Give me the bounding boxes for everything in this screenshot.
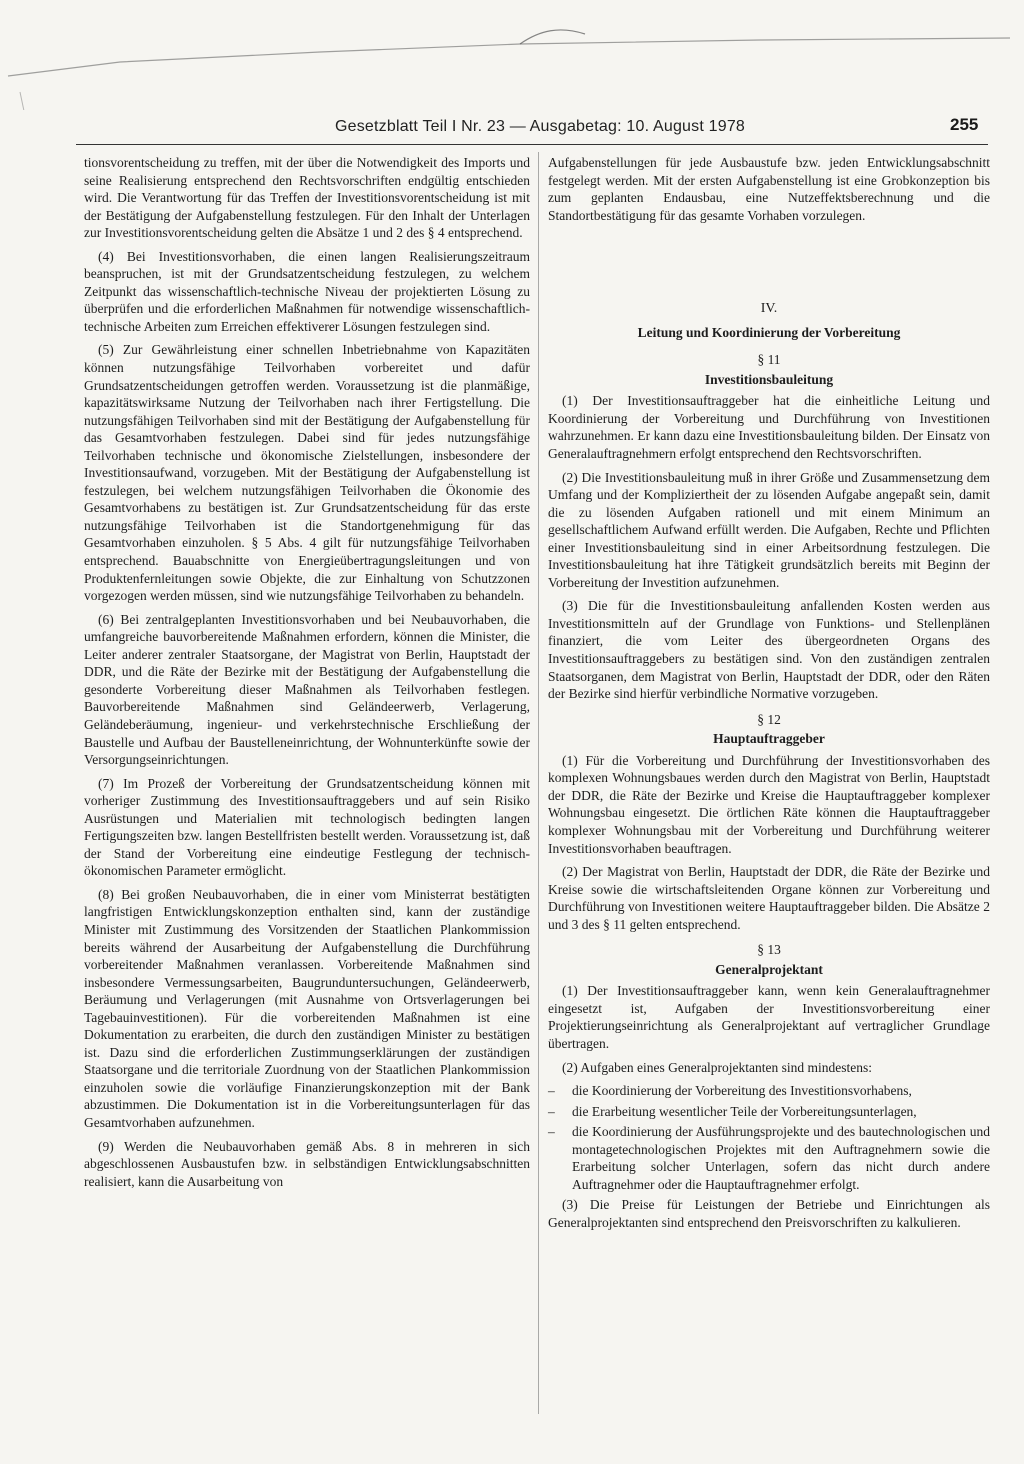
list-item-text: die Koordinierung der Vorbereitung des Investitionsvorhabens, <box>572 1083 912 1099</box>
section-11-paragraph-3: (3) Die für die Investitionsbauleitung anfallenden Kosten werden aus Investitionsmitteln auf der Grundlage von Funktions- und Stellenplänen finanziert, die vom Leiter des übergeordneten Organs des Investitionsauftraggebers zu bestätigen sind. Von den zuständigen zentralen Staatsorganen, dem Magistrat von Berlin, Hauptstadt der DDR, oder den Räten der Bezirke sind hierfür verbindliche Normative vorzugeben. <box>548 598 990 702</box>
part-number: IV. <box>760 301 778 317</box>
list-dash: – <box>548 1103 555 1119</box>
section-12-paragraph-1: (1) Für die Vorbereitung und Durchführung der Investitionsvorhaben des komplexen Wohnungsbaues werden durch den Magistrat von Berlin, Hauptstadt der DDR, die Räte der Bezirke und Kreise die Hauptauftraggeber komplexer Wohnungsbau eingesetzt. Die örtlichen Räte können die Hauptauftraggeber komplexer Wohnungsbau mit der Vorbereitung und Durchführung weiterer Investitionsvorhaben beauftragen. <box>548 752 990 856</box>
list-dash: – <box>548 1083 555 1099</box>
paragraph-9-continued: Aufgabenstellungen für jede Ausbaustufe bzw. jeden Entwicklungsabschnitt festgelegt werden. Mit der ersten Aufgabenstellung ist eine Grobkonzeption bis zum geplanten Endausbau, eine Nutzeffektsberechnung und die Standortbestätigung für das gesamte Vorhaben vorzulegen. <box>548 155 990 223</box>
list-item-text: die Koordinierung der Ausführungsprojekte und des bautechnologischen und montagetechnologischen Projektes mit den Auftragnehmern sowie die Erarbeitung solcher Unterlagen, sofern das nicht durch andere Auftragnehmer oder die Hauptauftragnehmer erfolgt. <box>572 1124 990 1192</box>
list-item <box>548 1082 990 1100</box>
list-item <box>548 1103 990 1121</box>
paragraph-4: (4) Bei Investitionsvorhaben, die einen langen Realisierungszeitraum beanspruchen, ist mit der Grundsatzentscheidung festzulegen, zu welchem Zeitpunkt das wissenschaftlich-technische Niveau der projektierten Lösung zu überprüfen und die erforderlichen Maßnahmen für notwendige wissenschaftlich-technische Arbeiten zum Erreichen effektiverer Lösungen festzulegen sind. <box>84 248 530 334</box>
left-column <box>84 154 530 1196</box>
right-column <box>548 154 990 1237</box>
section-11-title: Investitionsbauleitung <box>704 371 834 387</box>
section-13-title: Generalprojektant <box>715 961 823 977</box>
section-11-paragraph-2: (2) Die Investitionsbauleitung muß in ihrer Größe und Zusammensetzung dem Umfang und der Kompliziertheit der zu lösenden Aufgabe angepaßt sein, damit die zu lösenden Aufgaben rationell und mit einem Minimum an gesellschaftlichem Aufwand erfüllt werden. Die Aufgaben, Rechte und Pflichten einer Investitionsbauleitung sind in einer Arbeitsordnung festzulegen. Die Investitionsbauleitung hat ihre Tätigkeit grundsätzlich bereits mit Beginn der Vorbereitung der Investition aufzunehmen. <box>548 469 990 590</box>
paragraph-continued: tionsvorentscheidung zu treffen, mit der über die Notwendigkeit des Imports und seine Realisierung entsprechend den Rechtsvorschriften endgültig entschieden wird. Die Verantwortung für das Treffen der Investitionsvorentscheidung ist mit der Bestätigung der Aufgabenstellung festzulegen. Für den Inhalt der Unterlagen zur Investitionsvorentscheidung gelten die Absätze 1 und 2 des § 4 entsprechend. <box>84 155 530 241</box>
paragraph-5: (5) Zur Gewährleistung einer schnellen Inbetriebnahme von Kapazitäten können nutzungsfähige Teilvorhaben vorbereitet und dafür Grundsatzentscheidungen getroffen werden. Voraussetzung ist die planmäßige, kapazitätswirksame Nutzung der Teilvorhaben nach ihrer Fertigstellung. Die nutzungsfähigen Teilvorhaben sind mit der Bestätigung der Aufgabenstellung für das Gesamtvorhaben festzulegen. Dabei sind für jedes nutzungsfähige Teilvorhaben technische und ökonomische Zielstellungen, insbesondere der Investitionsaufwand, vorzugeben. Mit der Bestätigung der Aufgabenstellung ist festzulegen, bei welchem nutzungsfähigen Teilvorhaben die Ökonomie des Gesamtvorhabens zu bestätigen ist. Zur Grundsatzentscheidung für das erste nutzungsfähige Teilvorhaben ist die Standortgenehmigung für das Gesamtvorhaben einzuholen. § 5 Abs. 4 gilt für nutzungsfähige Teilvorhaben entsprechend. Bauabschnitte von Energieübertragungsleitungen und von Produktenfernleitungen sowie Objekte, die zur Einhaltung von Schutzzonen vorgezogen werden müssen, sind wie nutzungsfähige Teilvorhaben zu behandeln. <box>84 342 530 604</box>
column-divider <box>538 152 539 1414</box>
header-rule <box>76 144 988 145</box>
paragraph-8: (8) Bei großen Neubauvorhaben, die in einer vom Ministerrat bestätigten langfristigen Entwicklungskonzeption enthalten sind, kann der zuständige Minister mit Zustimmung des Vorsitzenden der Staatlichen Plankommission bereits während der Ausarbeitung der Aufgabenstellung die Durchführung vorbereitender Maßnahmen veranlassen. Vorbereitende Maßnahmen sind insbesondere Vermessungsarbeiten, Baugrunduntersuchungen, Geländeerwerb, Beräumung und Verlagerungen (mit Ausnahme von Ortsverlagerungen bei Tagebauinvestitionen). Für die vorbereitenden Maßnahmen ist eine Dokumentation zu erarbeiten, die durch den zuständigen Minister zu bestätigen ist. Dazu sind die erforderlichen Zustimmungserklärungen der zuständigen Staatsorgane und die territoriale Zuordnung von der Staatlichen Plankommission einzuholen sowie die vorläufige Finanzierungskonzeption mit der Bank abzustimmen. Die Dokumentation ist in die Vorbereitungsunterlagen für das Gesamtvorhaben aufzunehmen. <box>84 886 530 1130</box>
part-title: Leitung und Koordinierung der Vorbereitung <box>637 324 901 340</box>
section-12-title: Hauptauftraggeber <box>713 731 825 747</box>
section-11-number: § 11 <box>757 352 781 368</box>
paragraph-9: (9) Werden die Neubauvorhaben gemäß Abs. 8 in mehreren in sich abgeschlossenen Ausbaustufen bzw. in selbständigen Entwicklungsabschnitten realisiert, kann die Ausarbeitung von <box>84 1138 530 1189</box>
list-item-text: die Erarbeitung wesentlicher Teile der Vorbereitungsunterlagen, <box>572 1103 917 1119</box>
section-12-paragraph-2: (2) Der Magistrat von Berlin, Hauptstadt der DDR, die Räte der Bezirke und Kreise sowie die wirtschaftsleitenden Organe können zur Vorbereitung und Durchführung von Investitionen weitere Hauptauftraggeber bilden. Die Absätze 2 und 3 des § 11 gelten entsprechend. <box>548 864 990 932</box>
paragraph-7: (7) Im Prozeß der Vorbereitung der Grundsatzentscheidung können mit vorheriger Zustimmung des Investitionsauftraggebers und auf sein Risiko Ausrüstungen und Materialien mit technologisch bedingten langen Fertigungszeiten bzw. langen Bestellfristen bestellt werden. Voraussetzung ist, daß der Stand der Vorbereitung eine eindeutige Festlegung der technisch-ökonomischen Parameter ermöglicht. <box>84 775 530 879</box>
section-13-paragraph-3: (3) Die Preise für Leistungen der Betriebe und Einrichtungen als Generalprojektanten sind entsprechend den Preisvorschriften zu kalkulieren. <box>548 1197 990 1230</box>
section-13-number: § 13 <box>757 942 781 958</box>
list-dash: – <box>548 1124 555 1140</box>
page-number: 255 <box>950 115 979 134</box>
section-12-number: § 12 <box>757 711 781 727</box>
section-13-paragraph-1: (1) Der Investitionsauftraggeber kann, wenn kein Generalauftragnehmer eingesetzt ist, Aufgaben der Investitionsvorbereitung einer Projektierungseinrichtung als Generalprojektant auf vertraglicher Grundlage übertragen. <box>548 983 990 1051</box>
list-item <box>548 1123 990 1193</box>
page-header <box>0 112 1024 144</box>
page-header-title: Gesetzblatt Teil I Nr. 23 — Ausgabetag: 10. August 1978 <box>334 118 746 135</box>
paragraph-6: (6) Bei zentralgeplanten Investitionsvorhaben und bei Neubauvorhaben, die umfangreiche bauvorbereitende Maßnahmen erfordern, können die Minister, die Leiter anderer zentraler Staatsorgane, der Magistrat von Berlin, Hauptstadt der DDR, und die Räte der Bezirke mit der Bestätigung der Aufgabenstellung die gesonderte Vorbereitung dieser Maßnahmen als Teilvorhaben festlegen. Bauvorbereitende Maßnahmen sind Geländeerwerb, Verlagerung, Geländeberäumung, ingenieur- und verkehrstechnische Erschließung der Baustelle und Aufbau der Baustelleneinrichtung, der Wohnunterkünfte sowie der Versorgungseinrichtungen. <box>84 611 530 768</box>
section-13-paragraph-2: (2) Aufgaben eines Generalprojektanten sind mindestens: <box>562 1059 873 1075</box>
scan-edge-artifact <box>0 0 1024 110</box>
section-11-paragraph-1: (1) Der Investitionsauftraggeber hat die einheitliche Leitung und Koordinierung der Vorbereitung und Durchführung von Investitionen wahrzunehmen. Er kann dazu eine Investitionsbauleitung bilden. Der Einsatz von Generalauftragnehmern erfolgt entsprechend den Rechtsvorschriften. <box>548 393 990 462</box>
